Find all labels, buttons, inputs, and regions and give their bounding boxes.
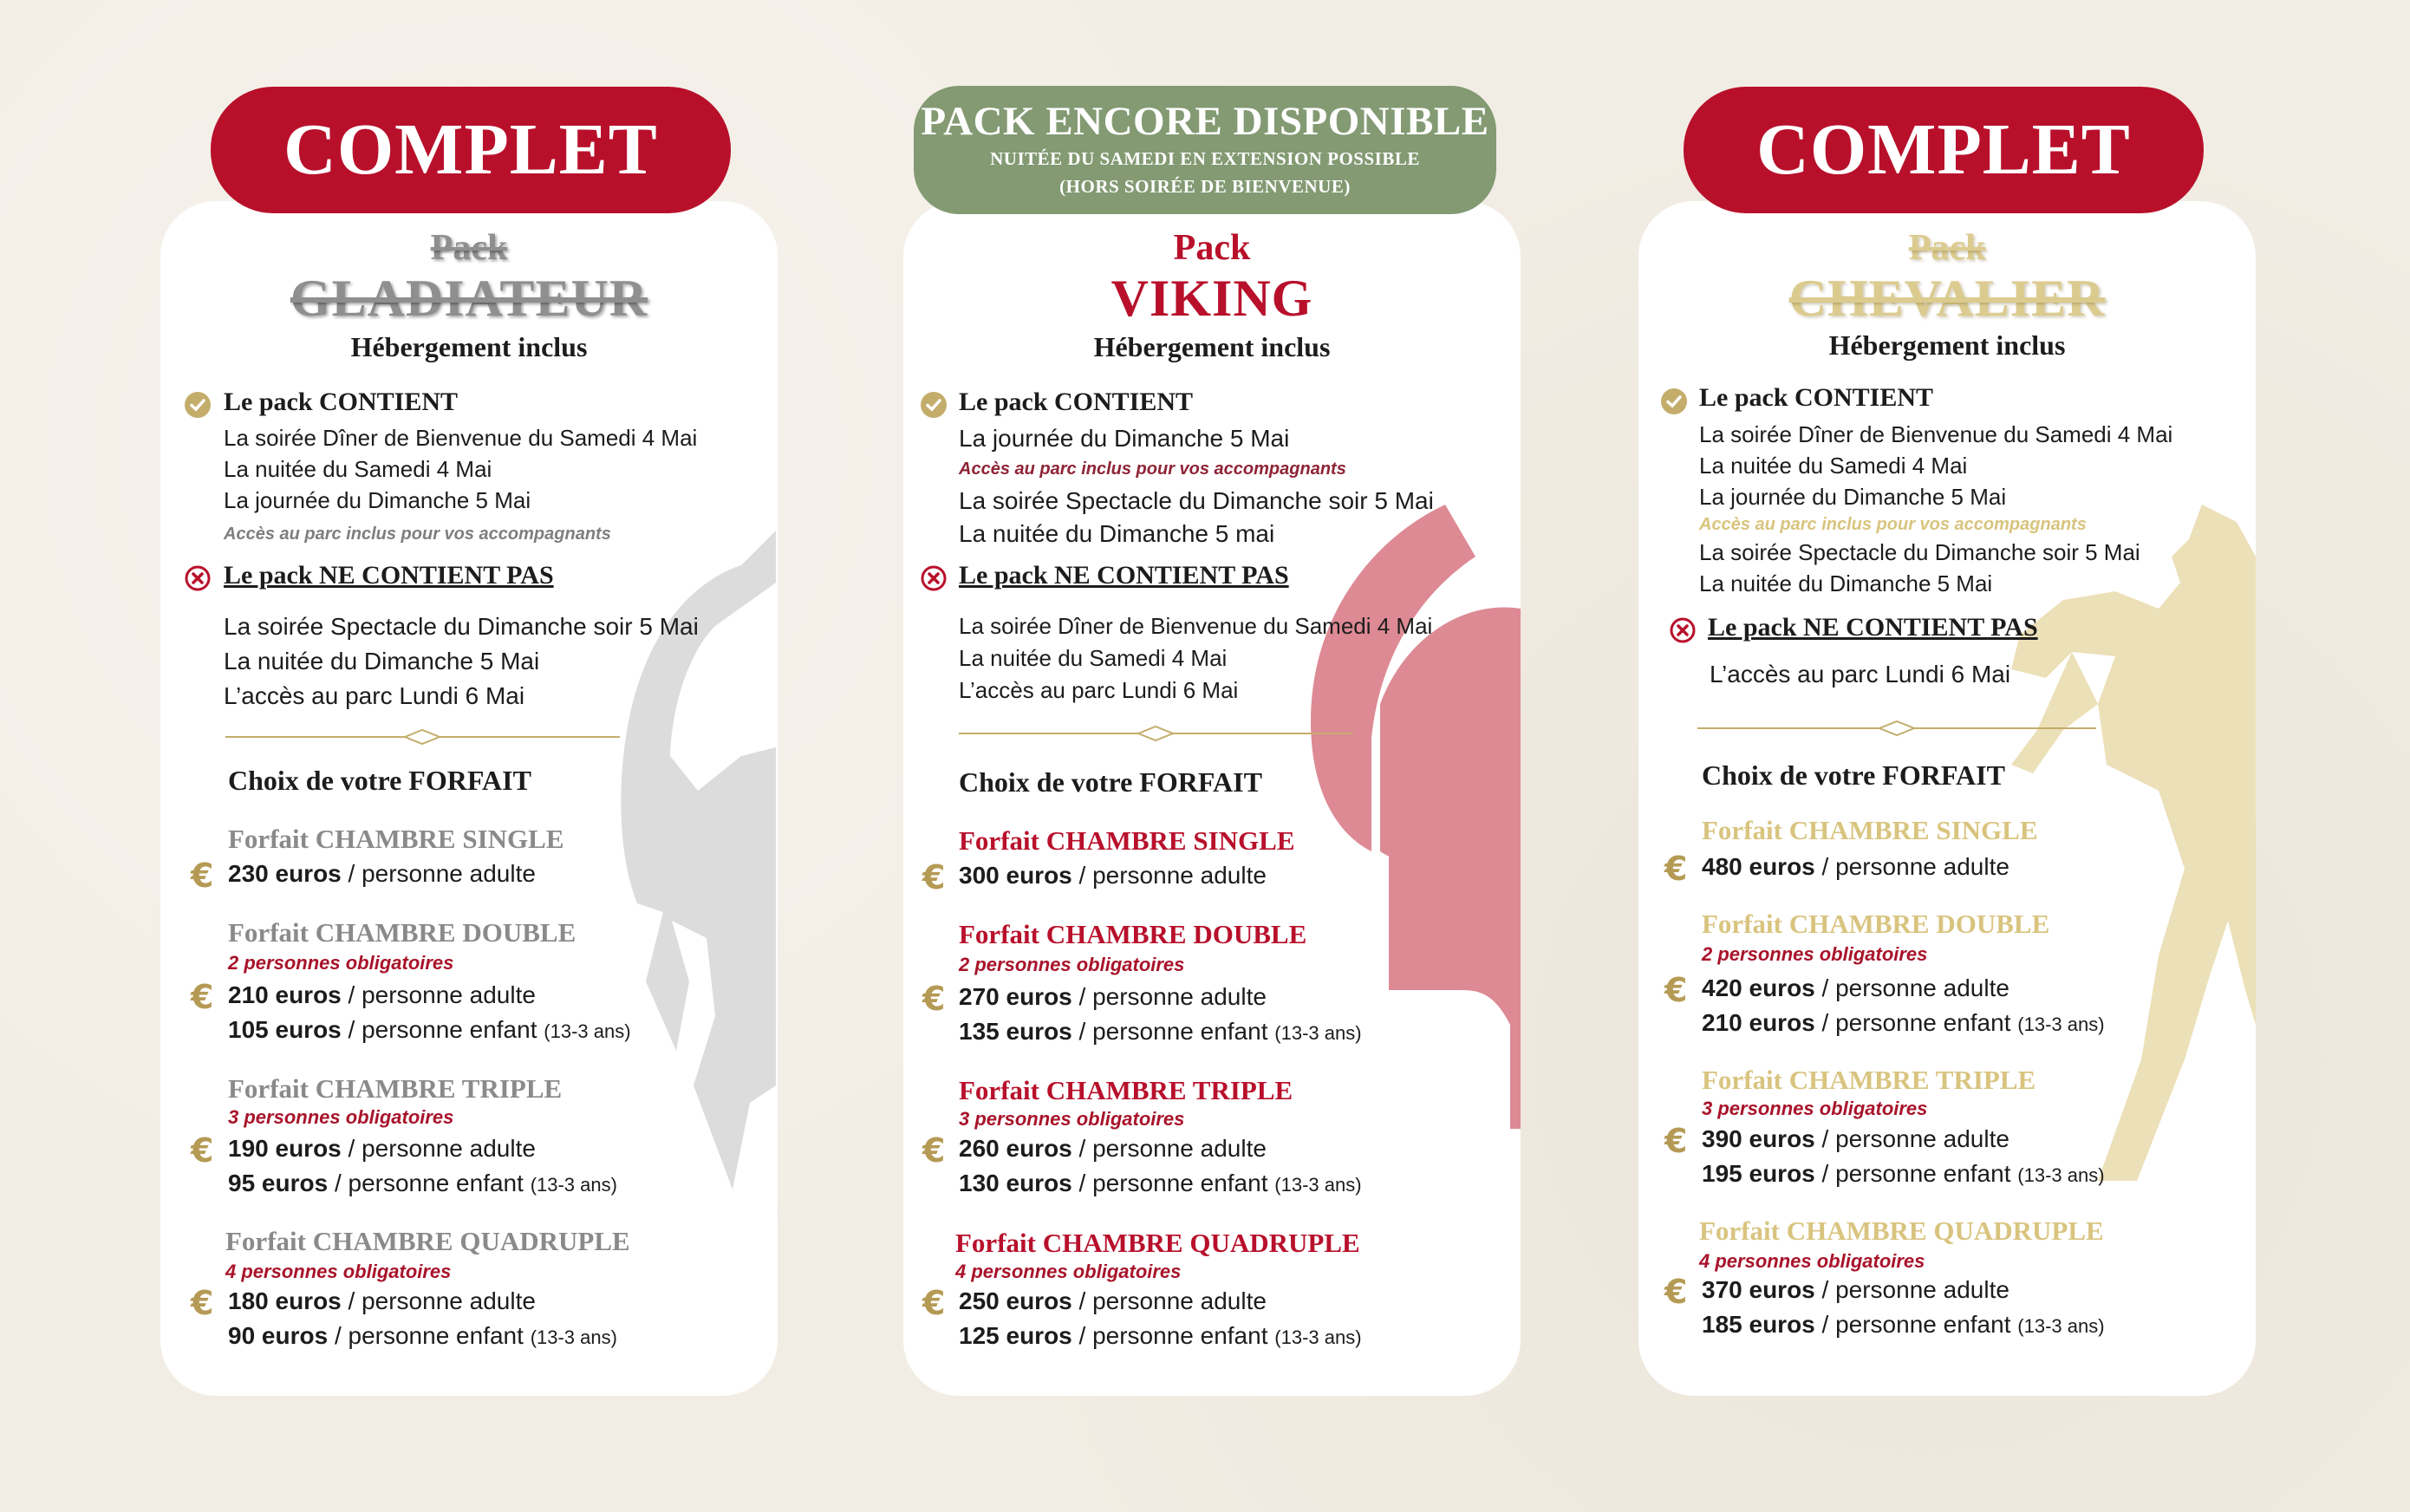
euro-icon: € bbox=[922, 1131, 946, 1170]
pack-word: Pack bbox=[1173, 228, 1251, 268]
contient-item: La soirée Spectacle du Dimanche soir 5 Mai bbox=[959, 487, 1434, 514]
access-note: Accès au parc inclus pour vos accompagnants bbox=[224, 525, 611, 544]
ne-contient-item: L’accès au parc Lundi 6 Mai bbox=[224, 682, 525, 709]
forfait-title: Forfait CHAMBRE DOUBLE bbox=[959, 919, 1307, 949]
ne-contient-title: Le pack NE CONTIENT PAS bbox=[224, 561, 554, 590]
euro-icon: € bbox=[1664, 850, 1688, 888]
contient-item: La nuitée du Dimanche 5 Mai bbox=[1699, 570, 1993, 596]
price-adult: 190 euros / personne adulte bbox=[228, 1135, 536, 1162]
contient-item: La nuitée du Samedi 4 Mai bbox=[1699, 453, 1968, 479]
price-child: 135 euros / personne enfant (13-3 ans) bbox=[959, 1018, 1362, 1045]
contient-item: La soirée Dîner de Bienvenue du Samedi 4 Mai bbox=[224, 425, 698, 451]
status-main-text: PACK ENCORE DISPONIBLE bbox=[921, 99, 1489, 144]
ne-contient-title: Le pack NE CONTIENT PAS bbox=[959, 561, 1289, 590]
price-child: 95 euros / personne enfant (13-3 ans) bbox=[228, 1170, 617, 1196]
price-adult: 210 euros / personne adulte bbox=[228, 981, 536, 1008]
ornament-divider bbox=[1697, 720, 2096, 737]
contient-item: La soirée Dîner de Bienvenue du Samedi 4 Mai bbox=[1699, 421, 2173, 447]
contient-title: Le pack CONTIENT bbox=[959, 388, 1194, 416]
pack-word: Pack bbox=[1908, 228, 1986, 268]
forfait-title: Forfait CHAMBRE QUADRUPLE bbox=[955, 1228, 1360, 1258]
forfait-title: Forfait CHAMBRE SINGLE bbox=[228, 824, 564, 854]
forfait-title: Forfait CHAMBRE TRIPLE bbox=[1702, 1065, 2036, 1095]
mandatory-note: 3 personnes obligatoires bbox=[228, 1106, 454, 1128]
access-note: Accès au parc inclus pour vos accompagnants bbox=[1699, 515, 2087, 534]
ne-contient-item: La soirée Spectacle du Dimanche soir 5 Mai bbox=[224, 613, 699, 640]
price-adult: 270 euros / personne adulte bbox=[959, 983, 1267, 1010]
choix-forfait-title: Choix de votre FORFAIT bbox=[228, 765, 531, 796]
euro-icon: € bbox=[1664, 971, 1688, 1009]
price-adult: 180 euros / personne adulte bbox=[228, 1287, 536, 1314]
forfait-title: Forfait CHAMBRE SINGLE bbox=[959, 825, 1295, 856]
euro-icon: € bbox=[922, 1284, 946, 1322]
forfait-title: Forfait CHAMBRE QUADRUPLE bbox=[1699, 1215, 2104, 1246]
cross-circle-icon bbox=[1670, 617, 1696, 643]
price-child: 130 euros / personne enfant (13-3 ans) bbox=[959, 1170, 1362, 1196]
mandatory-note: 4 personnes obligatoires bbox=[225, 1261, 452, 1282]
euro-icon: € bbox=[191, 978, 214, 1016]
forfait-title: Forfait CHAMBRE SINGLE bbox=[1702, 815, 2038, 845]
status-text: COMPLET bbox=[283, 109, 658, 190]
price-child: 125 euros / personne enfant (13-3 ans) bbox=[959, 1322, 1362, 1349]
status-badge-chevalier bbox=[1684, 87, 2204, 213]
euro-icon: € bbox=[1664, 1273, 1688, 1311]
euro-icon: € bbox=[1664, 1122, 1688, 1160]
ne-contient-item: L’accès au parc Lundi 6 Mai bbox=[1710, 661, 2011, 688]
price-adult: 390 euros / personne adulte bbox=[1702, 1125, 2009, 1152]
price-adult: 250 euros / personne adulte bbox=[959, 1287, 1267, 1314]
status-sub-text: NUITÉE DU SAMEDI EN EXTENSION POSSIBLE bbox=[990, 148, 1420, 169]
hebergement-label: Hébergement inclus bbox=[350, 331, 588, 362]
mandatory-note: 3 personnes obligatoires bbox=[1702, 1098, 1928, 1119]
forfait-title: Forfait CHAMBRE TRIPLE bbox=[228, 1073, 563, 1104]
cross-circle-icon bbox=[921, 565, 947, 591]
contient-item: La journée du Dimanche 5 Mai bbox=[959, 425, 1290, 452]
forfait-title: Forfait CHAMBRE TRIPLE bbox=[959, 1075, 1293, 1105]
mandatory-note: 2 personnes obligatoires bbox=[228, 952, 454, 974]
pack-name: CHEVALIER bbox=[1788, 270, 2106, 327]
choix-forfait-title: Choix de votre FORFAIT bbox=[1702, 759, 2005, 791]
price-adult: 260 euros / personne adulte bbox=[959, 1135, 1267, 1162]
mandatory-note: 4 personnes obligatoires bbox=[1699, 1250, 1925, 1272]
ornament-divider bbox=[225, 728, 620, 746]
contient-item: La journée du Dimanche 5 Mai bbox=[224, 487, 531, 513]
mandatory-note: 2 personnes obligatoires bbox=[959, 954, 1185, 975]
ornament-divider bbox=[959, 725, 1353, 742]
euro-icon: € bbox=[922, 858, 946, 896]
pack-card-viking bbox=[903, 201, 1521, 1396]
price-adult: 420 euros / personne adulte bbox=[1702, 974, 2009, 1001]
contient-title: Le pack CONTIENT bbox=[224, 388, 459, 416]
check-circle-icon bbox=[921, 392, 947, 418]
pack-card-gladiateur bbox=[160, 201, 778, 1396]
euro-icon: € bbox=[191, 857, 214, 895]
forfait-title: Forfait CHAMBRE DOUBLE bbox=[1702, 909, 2050, 939]
price-adult: 230 euros / personne adulte bbox=[228, 860, 536, 887]
ne-contient-item: L’accès au parc Lundi 6 Mai bbox=[959, 677, 1239, 703]
mandatory-note: 3 personnes obligatoires bbox=[959, 1108, 1185, 1130]
ne-contient-item: La nuitée du Dimanche 5 Mai bbox=[224, 648, 540, 675]
price-adult: 370 euros / personne adulte bbox=[1702, 1276, 2009, 1303]
price-adult: 300 euros / personne adulte bbox=[959, 862, 1267, 889]
status-badge-gladiateur bbox=[211, 87, 731, 213]
euro-icon: € bbox=[191, 1284, 214, 1322]
pack-word: Pack bbox=[430, 228, 508, 268]
hebergement-label: Hébergement inclus bbox=[1093, 331, 1331, 362]
price-child: 105 euros / personne enfant (13-3 ans) bbox=[228, 1016, 631, 1043]
forfait-title: Forfait CHAMBRE QUADRUPLE bbox=[225, 1226, 630, 1256]
ne-contient-item: La nuitée du Samedi 4 Mai bbox=[959, 645, 1228, 671]
price-child: 210 euros / personne enfant (13-3 ans) bbox=[1702, 1009, 2105, 1036]
euro-icon: € bbox=[191, 1131, 214, 1170]
mandatory-note: 2 personnes obligatoires bbox=[1702, 943, 1928, 965]
access-note: Accès au parc inclus pour vos accompagnants bbox=[959, 459, 1346, 479]
status-sub-text: (HORS SOIRÉE DE BIENVENUE) bbox=[1059, 176, 1351, 197]
check-circle-icon bbox=[185, 392, 211, 418]
price-adult: 480 euros / personne adulte bbox=[1702, 853, 2009, 880]
contient-title: Le pack CONTIENT bbox=[1699, 383, 1934, 412]
ne-contient-item: La soirée Dîner de Bienvenue du Samedi 4 Mai bbox=[959, 613, 1433, 639]
forfait-title: Forfait CHAMBRE DOUBLE bbox=[228, 917, 576, 948]
check-circle-icon bbox=[1661, 388, 1687, 414]
pack-card-chevalier bbox=[1638, 201, 2256, 1396]
price-child: 195 euros / personne enfant (13-3 ans) bbox=[1702, 1160, 2105, 1187]
cross-circle-icon bbox=[185, 565, 211, 591]
price-child: 185 euros / personne enfant (13-3 ans) bbox=[1702, 1311, 2105, 1338]
price-child: 90 euros / personne enfant (13-3 ans) bbox=[228, 1322, 617, 1349]
ne-contient-title: Le pack NE CONTIENT PAS bbox=[1708, 613, 2038, 642]
status-badge-viking bbox=[914, 86, 1496, 214]
hebergement-label: Hébergement inclus bbox=[1828, 329, 2066, 361]
pack-name: GLADIATEUR bbox=[290, 270, 648, 327]
choix-forfait-title: Choix de votre FORFAIT bbox=[959, 766, 1262, 798]
euro-icon: € bbox=[922, 980, 946, 1018]
status-text: COMPLET bbox=[1756, 109, 2131, 190]
contient-item: La nuitée du Samedi 4 Mai bbox=[224, 456, 492, 482]
contient-item: La journée du Dimanche 5 Mai bbox=[1699, 484, 2007, 510]
contient-item: La nuitée du Dimanche 5 mai bbox=[959, 520, 1275, 547]
contient-item: La soirée Spectacle du Dimanche soir 5 Mai bbox=[1699, 539, 2140, 565]
pack-name: VIKING bbox=[1111, 270, 1313, 327]
mandatory-note: 4 personnes obligatoires bbox=[955, 1261, 1182, 1282]
